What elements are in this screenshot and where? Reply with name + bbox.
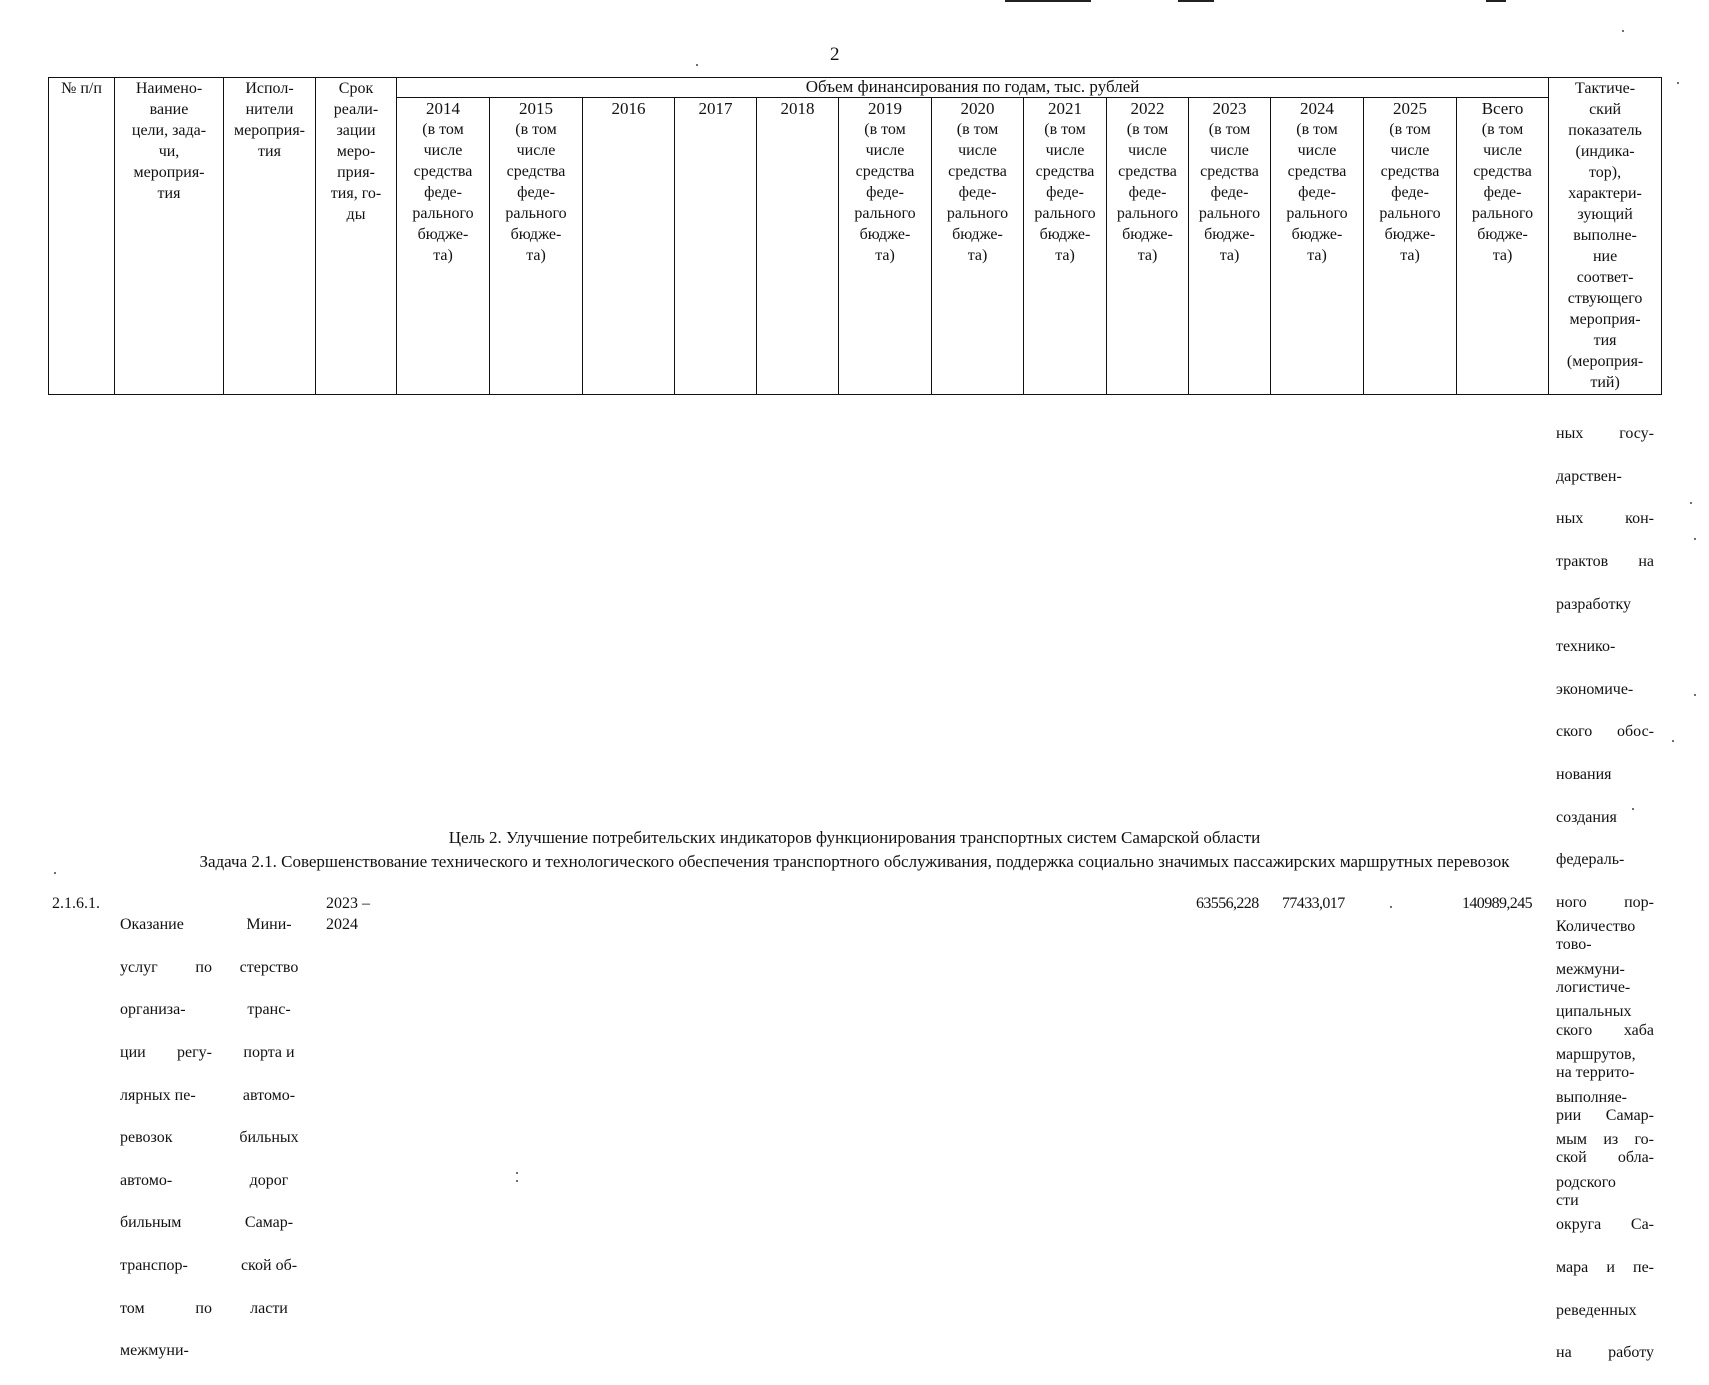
year-cell-2014: 2014 (в том числе средства феде- рального бюдже- та): [397, 98, 490, 395]
scan-speck: [1690, 502, 1692, 504]
scan-speck: [1672, 740, 1674, 742]
row-term: 2023 – 2024: [326, 895, 370, 934]
scan-speck: [1694, 694, 1696, 696]
page-number: 2: [830, 44, 840, 65]
scan-speck: [1677, 82, 1679, 84]
header-cell-executors: Испол- нители мероприя- тия: [224, 78, 316, 395]
scan-speck: [54, 872, 56, 874]
scan-speck: [1632, 808, 1634, 810]
scan-speck: [696, 64, 698, 66]
scan-speck: [1390, 906, 1392, 908]
header-table: [48, 77, 1662, 395]
header-cell-funding: Объем финансирования по годам, тыс. рублей: [397, 78, 1549, 98]
scan-line-1: [1005, 0, 1091, 2]
year-cell-2025: 2025 (в том числе средства феде- рального бюдже- та): [1364, 98, 1457, 395]
scan-line-2: [1178, 0, 1214, 2]
year-cell-2016: 2016: [583, 98, 675, 395]
year-cell-2021: 2021 (в том числе средства феде- рального бюдже- та): [1024, 98, 1107, 395]
value-2023: 63556,228: [1196, 895, 1259, 912]
year-cell-2022: 2022 (в том числе средства феде- рального бюдже- та): [1107, 98, 1189, 395]
year-cell-2015: 2015 (в том числе средства феде- рального бюдже- та): [490, 98, 583, 395]
year-cell-2020: 2020 (в том числе средства феде- рального бюдже- та): [932, 98, 1024, 395]
row-name: Оказание услуг по организа- ции регу- лярных пе- ревозок автомо- бильным транспор- том по межмуни-: [120, 916, 212, 1360]
row-indicator: Количество межмуни- ципальных маршрутов, выполняе- мым из го- родского округа Са- мара и пе- реведенных на работу: [1556, 918, 1654, 1362]
year-cell-2023: 2023 (в том числе средства феде- рального бюдже- та): [1189, 98, 1271, 395]
value-2024: 77433,017: [1282, 895, 1345, 912]
header-cell-indicator: Тактиче- ский показатель (индика- тор), характери- зующий выполне- ние соответ- ствующего мероприя- тия (мероприя- тий): [1549, 78, 1662, 395]
year-cell-2024: 2024 (в том числе средства феде- рального бюдже- та): [1271, 98, 1364, 395]
indicator-continuation: ных госу- дарствен- ных кон- трактов на разработку технико- экономиче- ского обос- нования создания федераль- ного пор- тово- логистиче- ского хаба на террито- рии Самар- ской обла- сти: [1556, 425, 1654, 1209]
year-cell-2019: 2019 (в том числе средства феде- рального бюдже- та): [839, 98, 932, 395]
header-cell-name: Наимено- вание цели, зада- чи, мероприя- тия: [115, 78, 224, 395]
year-cell-total: Всего (в том числе средства феде- рального бюдже- та): [1457, 98, 1549, 395]
row-executors: Мини- стерство транс- порта и автомо- бильных дорог Самар- ской об- ласти: [239, 916, 299, 1317]
year-cell-2018: 2018: [757, 98, 839, 395]
goal-title: Цель 2. Улучшение потребительских индикаторов функционирования транспортных систем Самарской области: [448, 828, 1261, 847]
header-cell-no: № п/п: [49, 78, 115, 395]
scan-line-3: [1486, 0, 1506, 2]
value-total: 140989,245: [1462, 895, 1533, 912]
scan-speck: [1694, 538, 1696, 540]
task-title: Задача 2.1. Совершенствование технического и технологического обеспечения транспортного обслуживания, поддержка социально значимых пассажирских маршрутных перевозок: [199, 852, 1510, 871]
row-number: 2.1.6.1.: [52, 895, 100, 912]
scan-speck: [1622, 30, 1624, 32]
header-cell-term: Срок реали- зации меро- прия- тия, го- ды: [316, 78, 397, 395]
scan-speck: [516, 1172, 518, 1174]
year-cell-2017: 2017: [675, 98, 757, 395]
scan-speck: [516, 1180, 518, 1182]
